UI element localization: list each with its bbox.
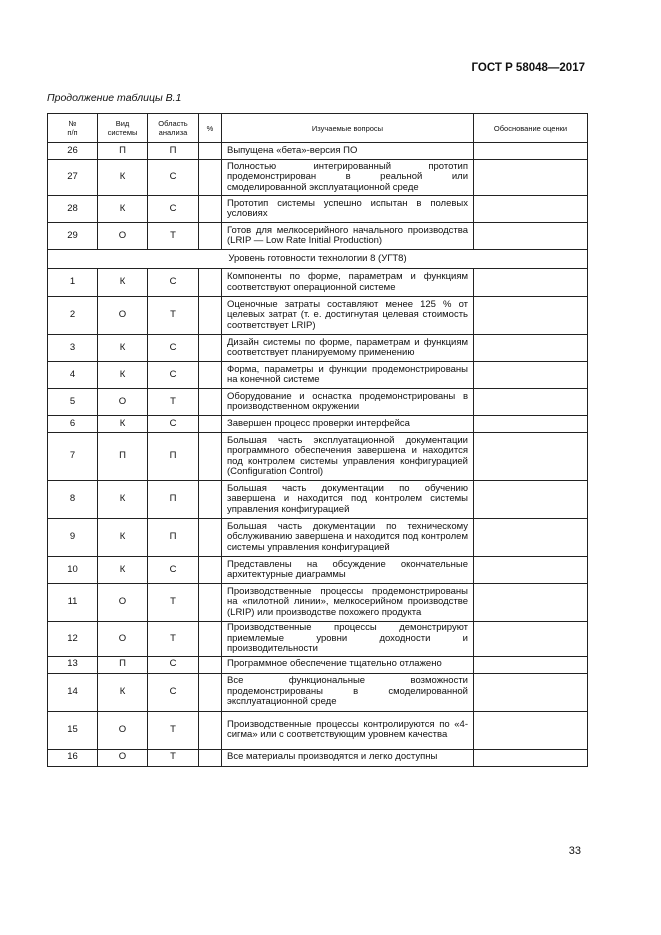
- table-row: [48, 416, 588, 433]
- table-row: [48, 584, 588, 622]
- cell-analysis-area: С: [148, 335, 199, 362]
- cell-question: Выпущена «бета»-версия ПО: [222, 143, 474, 160]
- page-number: 33: [568, 845, 581, 857]
- cell-percent: [199, 143, 222, 160]
- cell-justification: [474, 656, 588, 673]
- cell-percent: [199, 481, 222, 519]
- cell-system-type: П: [98, 143, 148, 160]
- cell-justification: [474, 297, 588, 335]
- cell-analysis-area: С: [148, 362, 199, 389]
- table-row: [48, 297, 588, 335]
- assessment-table: [47, 113, 588, 767]
- cell-analysis-area: П: [148, 481, 199, 519]
- cell-percent: [199, 711, 222, 749]
- cell-question: Компоненты по форме, параметрам и функциям соответствуют операционной системе: [222, 269, 474, 297]
- table-row: [48, 557, 588, 584]
- col-header-analysis-area: Область анализа: [148, 114, 199, 143]
- cell-percent: [199, 673, 222, 711]
- cell-percent: [199, 389, 222, 416]
- cell-question: Большая часть документации по техническому обслуживанию завершена и находится под контролем системы управления конфигурацией: [222, 519, 474, 557]
- cell-justification: [474, 749, 588, 766]
- cell-system-type: К: [98, 519, 148, 557]
- col-header-justification: Обоснование оценки: [474, 114, 588, 143]
- cell-justification: [474, 223, 588, 250]
- cell-analysis-area: С: [148, 673, 199, 711]
- col-header-percent: %: [199, 114, 222, 143]
- cell-question: Большая часть эксплуатационной документации программного обеспечения завершена и находится под контролем системы управления конфигурацией (Configuration Control): [222, 433, 474, 481]
- table-row: [48, 335, 588, 362]
- cell-justification: [474, 622, 588, 657]
- cell-row-number: 1: [48, 269, 98, 297]
- cell-percent: [199, 519, 222, 557]
- cell-justification: [474, 160, 588, 196]
- cell-system-type: О: [98, 749, 148, 766]
- cell-percent: [199, 362, 222, 389]
- table-row: [48, 656, 588, 673]
- cell-analysis-area: С: [148, 416, 199, 433]
- cell-system-type: О: [98, 584, 148, 622]
- col-header-number: № п/п: [48, 114, 98, 143]
- cell-justification: [474, 335, 588, 362]
- cell-justification: [474, 269, 588, 297]
- cell-justification: [474, 711, 588, 749]
- cell-question: Все материалы производятся и легко доступны: [222, 749, 474, 766]
- cell-justification: [474, 416, 588, 433]
- cell-system-type: К: [98, 160, 148, 196]
- table-row: [48, 143, 588, 160]
- table-row: [48, 519, 588, 557]
- cell-justification: [474, 433, 588, 481]
- table-row: [48, 481, 588, 519]
- cell-row-number: 4: [48, 362, 98, 389]
- document-id: ГОСТ Р 58048—2017: [471, 62, 585, 74]
- cell-justification: [474, 389, 588, 416]
- cell-percent: [199, 416, 222, 433]
- cell-row-number: 12: [48, 622, 98, 657]
- cell-analysis-area: С: [148, 656, 199, 673]
- table-row: [48, 749, 588, 766]
- cell-percent: [199, 656, 222, 673]
- cell-justification: [474, 557, 588, 584]
- cell-percent: [199, 584, 222, 622]
- cell-row-number: 5: [48, 389, 98, 416]
- cell-system-type: К: [98, 416, 148, 433]
- cell-analysis-area: Т: [148, 711, 199, 749]
- table-row: [48, 673, 588, 711]
- cell-justification: [474, 481, 588, 519]
- cell-question: Готов для мелкосерийного начального производства (LRIP — Low Rate Initial Production): [222, 223, 474, 250]
- cell-percent: [199, 223, 222, 250]
- cell-percent: [199, 297, 222, 335]
- cell-justification: [474, 584, 588, 622]
- table-row: [48, 622, 588, 657]
- table-row: [48, 362, 588, 389]
- cell-question: Производственные процессы контролируются по «4-сигма» или с соответствующим уровнем качества: [222, 711, 474, 749]
- cell-system-type: О: [98, 389, 148, 416]
- cell-row-number: 27: [48, 160, 98, 196]
- cell-row-number: 7: [48, 433, 98, 481]
- cell-system-type: П: [98, 433, 148, 481]
- section-header-row: [48, 250, 588, 269]
- cell-analysis-area: Т: [148, 584, 199, 622]
- cell-analysis-area: Т: [148, 297, 199, 335]
- cell-question: Завершен процесс проверки интерфейса: [222, 416, 474, 433]
- cell-question: Производственные процессы демонстрируют приемлемые уровни доходности и производительности: [222, 622, 474, 657]
- cell-system-type: П: [98, 656, 148, 673]
- cell-question: Все функциональные возможности продемонстрированы в смоделированной эксплуатационной среде: [222, 673, 474, 711]
- section-title: Уровень готовности технологии 8 (УГТ8): [48, 250, 588, 269]
- table-caption: Продолжение таблицы В.1: [47, 92, 182, 104]
- cell-percent: [199, 335, 222, 362]
- cell-system-type: О: [98, 223, 148, 250]
- cell-question: Большая часть документации по обучению завершена и находится под контролем системы управления конфигурацией: [222, 481, 474, 519]
- cell-justification: [474, 143, 588, 160]
- cell-percent: [199, 196, 222, 223]
- cell-analysis-area: П: [148, 143, 199, 160]
- cell-system-type: О: [98, 622, 148, 657]
- cell-row-number: 28: [48, 196, 98, 223]
- cell-percent: [199, 269, 222, 297]
- table-row: [48, 269, 588, 297]
- cell-system-type: К: [98, 481, 148, 519]
- cell-analysis-area: Т: [148, 223, 199, 250]
- cell-row-number: 3: [48, 335, 98, 362]
- cell-system-type: К: [98, 673, 148, 711]
- table-row: [48, 196, 588, 223]
- table-row: [48, 160, 588, 196]
- cell-percent: [199, 433, 222, 481]
- cell-analysis-area: С: [148, 269, 199, 297]
- cell-question: Программное обеспечение тщательно отлажено: [222, 656, 474, 673]
- cell-row-number: 13: [48, 656, 98, 673]
- cell-question: Дизайн системы по форме, параметрам и функциям соответствует планируемому применению: [222, 335, 474, 362]
- cell-system-type: О: [98, 297, 148, 335]
- cell-analysis-area: С: [148, 196, 199, 223]
- cell-question: Прототип системы успешно испытан в полевых условиях: [222, 196, 474, 223]
- cell-question: Форма, параметры и функции продемонстрированы на конечной системе: [222, 362, 474, 389]
- cell-row-number: 26: [48, 143, 98, 160]
- cell-justification: [474, 519, 588, 557]
- col-header-questions: Изучаемые вопросы: [222, 114, 474, 143]
- cell-justification: [474, 362, 588, 389]
- cell-system-type: К: [98, 335, 148, 362]
- cell-question: Полностью интегрированный прототип продемонстрирован в реальной или смоделированной эксплуатационной среде: [222, 160, 474, 196]
- cell-system-type: К: [98, 196, 148, 223]
- cell-row-number: 15: [48, 711, 98, 749]
- cell-analysis-area: Т: [148, 389, 199, 416]
- cell-system-type: К: [98, 362, 148, 389]
- cell-analysis-area: Т: [148, 749, 199, 766]
- cell-analysis-area: П: [148, 433, 199, 481]
- cell-percent: [199, 749, 222, 766]
- cell-percent: [199, 622, 222, 657]
- cell-analysis-area: П: [148, 519, 199, 557]
- table-header-row: [48, 114, 588, 143]
- cell-question: Оборудование и оснастка продемонстрированы в производственном окружении: [222, 389, 474, 416]
- cell-percent: [199, 160, 222, 196]
- cell-justification: [474, 673, 588, 711]
- col-header-system-type: Вид системы: [98, 114, 148, 143]
- cell-row-number: 8: [48, 481, 98, 519]
- cell-analysis-area: С: [148, 557, 199, 584]
- cell-row-number: 29: [48, 223, 98, 250]
- cell-analysis-area: Т: [148, 622, 199, 657]
- table-body: [48, 143, 588, 767]
- cell-justification: [474, 196, 588, 223]
- cell-analysis-area: С: [148, 160, 199, 196]
- cell-row-number: 9: [48, 519, 98, 557]
- cell-row-number: 11: [48, 584, 98, 622]
- cell-row-number: 16: [48, 749, 98, 766]
- cell-row-number: 2: [48, 297, 98, 335]
- cell-question: Оценочные затраты составляют менее 125 % от целевых затрат (т. е. достигнутая целевая стоимость соответствует LRIP): [222, 297, 474, 335]
- table-row: [48, 711, 588, 749]
- cell-system-type: О: [98, 711, 148, 749]
- cell-percent: [199, 557, 222, 584]
- cell-question: Производственные процессы продемонстрированы на «пилотной линии», мелкосерийном производстве (LRIP) или производстве похожего продукта: [222, 584, 474, 622]
- cell-system-type: К: [98, 557, 148, 584]
- cell-system-type: К: [98, 269, 148, 297]
- cell-row-number: 10: [48, 557, 98, 584]
- cell-question: Представлены на обсуждение окончательные архитектурные диаграммы: [222, 557, 474, 584]
- table-row: [48, 389, 588, 416]
- table-row: [48, 433, 588, 481]
- cell-row-number: 6: [48, 416, 98, 433]
- cell-row-number: 14: [48, 673, 98, 711]
- table-row: [48, 223, 588, 250]
